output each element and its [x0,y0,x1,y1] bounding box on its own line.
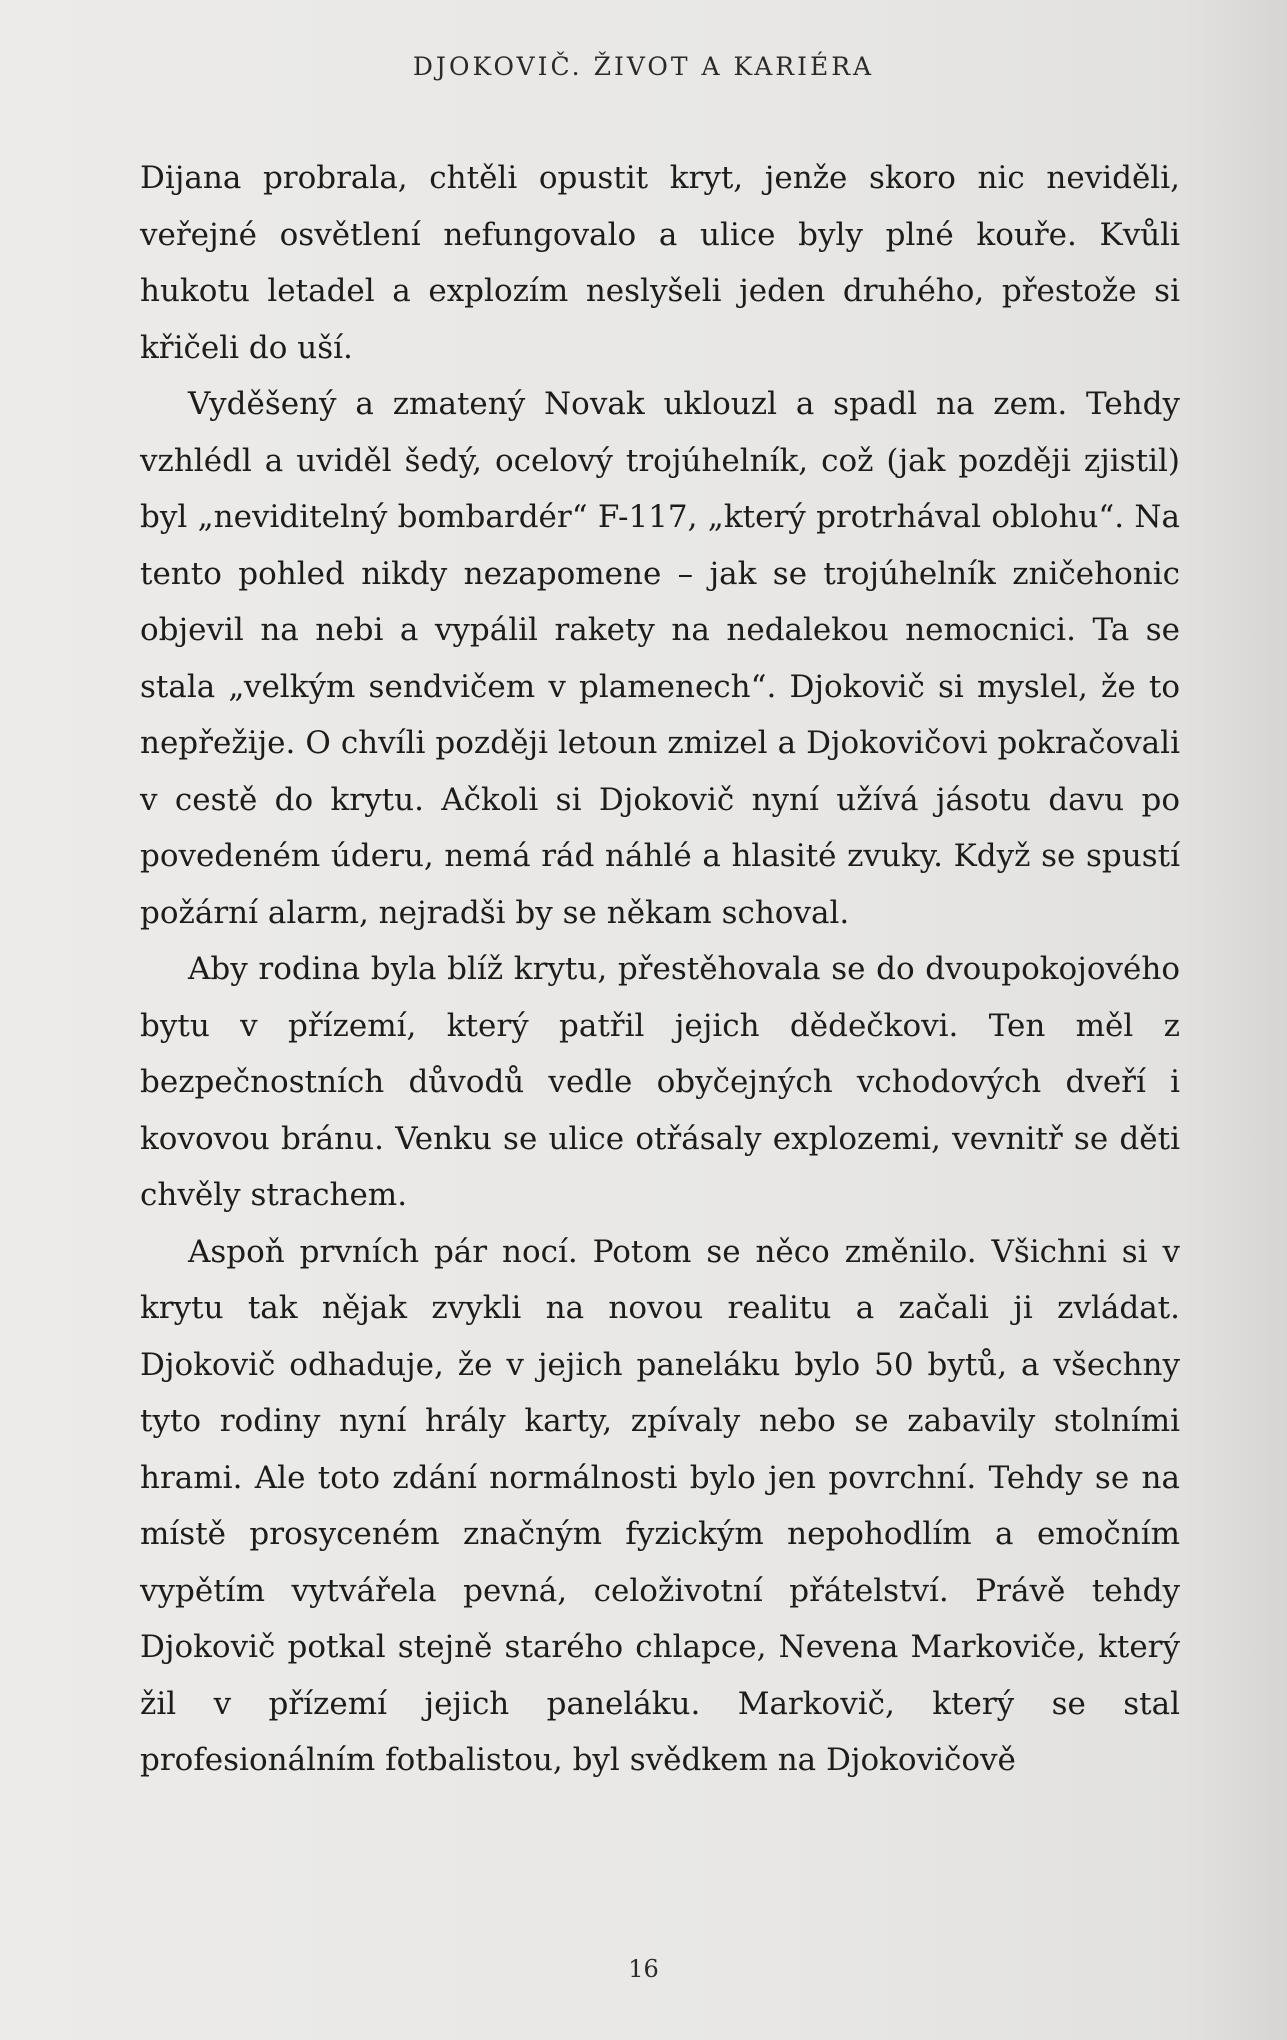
paragraph-2: Vyděšený a zmatený Novak uklouzl a spadl na zem. Tehdy vzhlédl a uviděl šedý, ocelový trojúhelník, což (jak později zjistil) byl „neviditelný bombardér“ F-117, „který protrhával oblohu“. Na tento pohled nikdy nezapomene – jak se trojúhelník zničehonic objevil na nebi a vypálil rakety na nedalekou nemocnici. Ta se stala „velkým sendvičem v plamenech“. Djokovič si myslel, že to nepřežije. O chvíli později letoun zmizel a Djokovičovi pokračovali v cestě do krytu. Ačkoli si Djokovič nyní užívá jásotu davu po povedeném úderu, nemá rád náhlé a hlasité zvuky. Když se spustí požární alarm, nejradši by se někam schoval. [140,386,1180,931]
body-text [140,150,1180,1789]
running-head: DJOKOVIČ. ŽIVOT A KARIÉRA [412,52,875,81]
paragraph-4: Aspoň prvních pár nocí. Potom se něco změnilo. Všichni si v krytu tak nějak zvykli na novou realitu a začali ji zvládat. Djokovič odhaduje, že v jejich paneláku bylo 50 bytů, a všechny tyto rodiny nyní hrály karty, zpívaly nebo se zabavily stolními hrami. Ale toto zdání normálnosti bylo jen povrchní. Tehdy se na místě prosyceném značným fyzickým nepohodlím a emočním vypětím vytvářela pevná, celoživotní přátelství. Právě tehdy Djokovič potkal stejně starého chlapce, Nevena Markoviče, který žil v přízemí jejich paneláku. Markovič, který se stal profesionálním fotbalistou, byl svědkem na Djokovičově [140,1233,1180,1778]
paragraph-1: Dijana probrala, chtěli opustit kryt, jenže skoro nic neviděli, veřejné osvětlení nefungovalo a ulice byly plné kouře. Kvůli hukotu letadel a explozím neslyšeli jeden druhého, přestože si křičeli do uší. [140,160,1180,366]
page-number: 16 [628,1955,659,1983]
paragraph-3: Aby rodina byla blíž krytu, přestěhovala se do dvoupokojového bytu v přízemí, který patřil jejich dědečkovi. Ten měl z bezpečnostních důvodů vedle obyčejných vchodových dveří i kovovou bránu. Venku se ulice otřásaly explozemi, vevnitř se děti chvěly strachem. [140,951,1180,1213]
